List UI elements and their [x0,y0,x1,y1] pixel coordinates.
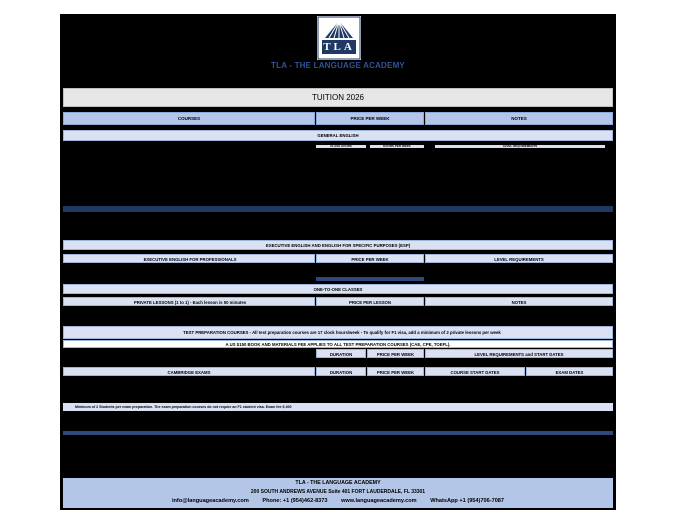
tuition-sheet [60,14,616,510]
footer-phone: Phone: +1 (954)462-8373 [262,498,328,504]
footer-address: 200 SOUTH ANDREWS AVENUE Suite 401 FORT LAUDERDALE, FL 33301 [250,489,426,495]
org-title: TLA - THE LANGUAGE ACADEMY [271,61,405,70]
footer-whatsapp: WhatsApp +1 (954)706-7087 [430,498,505,504]
footer-website-link[interactable]: www.languageacademy.com [341,498,417,504]
private-lessons-label: PRIVATE LESSONS (1 to 1) - Each lesson is 50 minutes [63,297,315,306]
cambridge-start-header: COURSE START DATES [425,367,525,376]
subheader-level-requirements: LEVEL REQUIREMENTS [435,145,605,148]
esp-price-cell [316,277,424,281]
footer-email-link[interactable]: info@languageacademy.com [171,498,249,504]
cambridge-exam-dates-header: EXAM DATES [526,367,613,376]
esp-requirements-header: LEVEL REQUIREMENTS [425,254,613,263]
test-prep-price-header: PRICE PER WEEK [367,349,424,358]
subheader-hours-per-week: HOURS PER WEEK [370,145,424,148]
cambridge-price-header: PRICE PER WEEK [367,367,424,376]
exam-note: Minimum of 2 Students per exam preparation. The exam preparation courses do not require an F1 student visa. Exam fee $ 400 [63,403,613,411]
test-prep-duration-header: DURATION [316,349,366,358]
esp-price-header: PRICE PER WEEK [316,254,424,263]
footer-org-name: TLA - THE LANGUAGE ACADEMY [295,480,381,486]
general-english-title: GENERAL ENGLISH [63,130,613,141]
tla-logo [317,16,361,60]
header-price: PRICE PER WEEK [316,112,424,125]
bottom-divider [63,431,613,435]
subheader-class-hours: CLASS HOURS [316,145,366,148]
esp-row-label: EXECUTIVE ENGLISH FOR PROFESSIONALS [63,254,315,263]
esp-title: EXECUTIVE ENGLISH AND ENGLISH FOR SPECIFIC PURPOSES (ESP) [63,240,613,250]
tuition-title: TUITION 2026 [311,93,364,102]
test-prep-title: TEST PREPARATION COURSES - All test preparation courses are 17 clock hours/week - To qualify for F1 visa, add a minimum of 2 private lessons per week [63,326,613,339]
logo-emblem-icon [317,16,361,60]
section-divider [63,206,613,212]
cambridge-duration-header: DURATION [316,367,366,376]
test-prep-fee: A US $150 BOOK AND MATERIALS FEE APPLIES TO ALL TEST PREPARATION COURSES (CAE, CPE, TOEFL). [63,340,613,348]
footer [63,478,613,508]
cambridge-exams-label: CAMBRIDGE EXAMS [63,367,315,376]
test-prep-requirements-header: LEVEL REQUIREMENTS and START DATES [425,349,613,358]
one-to-one-title: ONE-TO-ONE CLASSES [63,284,613,294]
tuition-title-band [63,88,613,107]
logo-text: TLA [323,41,355,53]
header-notes: NOTES [425,112,613,125]
header-courses: COURSES [63,112,315,125]
lesson-price-header: PRICE PER LESSON [316,297,424,306]
lesson-notes-header: NOTES [425,297,613,306]
footer-contacts [63,496,613,506]
